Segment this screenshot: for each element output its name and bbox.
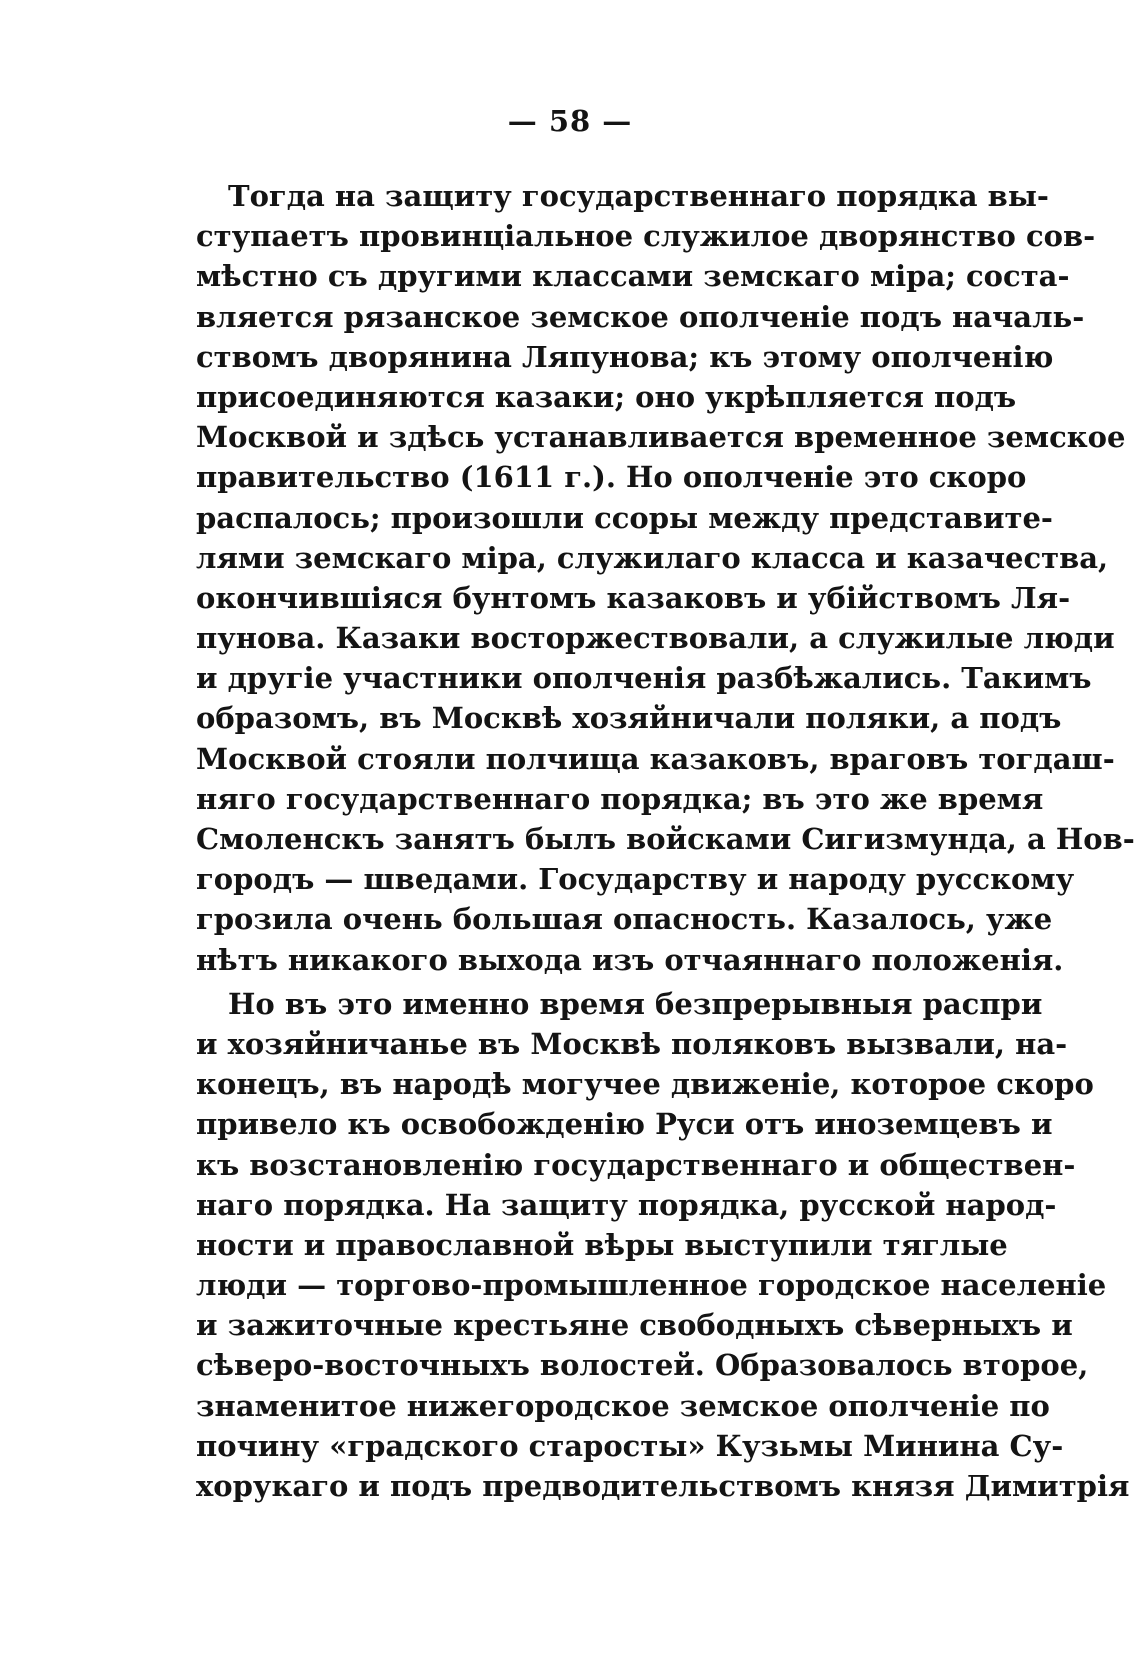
paragraph-1 — [196, 176, 1135, 980]
text-line: наго порядка. На защиту порядка, русской народ- — [196, 1187, 1057, 1222]
text-line: лями земскаго міра, служилаго класса и казачества, — [196, 540, 1109, 575]
text-line: Тогда на защиту государственнаго порядка вы- — [228, 179, 1049, 213]
text-line: къ возстановленію государственнаго и обществен- — [196, 1147, 1076, 1182]
text-line: и зажиточные крестьяне свободныхъ сѣверныхъ и — [196, 1308, 1073, 1343]
text-line: и другіе участники ополченія разбѣжались. Такимъ — [196, 661, 1092, 696]
text-line: Смоленскъ занятъ былъ войсками Сигизмунда, а Нов- — [196, 822, 1135, 856]
text-line: вляется рязанское земское ополченіе подъ началь- — [196, 299, 1085, 334]
text-line: пунова. Казаки восторжествовали, а служилые люди — [196, 621, 1115, 656]
text-line: грозила очень большая опасность. Казалось, уже — [196, 902, 1053, 937]
paragraph-2 — [196, 984, 1130, 1506]
text-line: знаменитое нижегородское земское ополченіе по — [196, 1388, 1050, 1423]
text-line: ности и православной вѣры выступили тяглые — [196, 1227, 1008, 1262]
text-line: Москвой стояли полчища казаковъ, враговъ тогдаш- — [196, 741, 1115, 776]
text-line: ступаетъ провинціальное служилое дворянство сов- — [196, 219, 1096, 254]
text-line: образомъ, въ Москвѣ хозяйничали поляки, а подъ — [196, 701, 1062, 736]
text-line: окончившіяся бунтомъ казаковъ и убійствомъ Ля- — [196, 580, 1071, 615]
text-line: нѣтъ никакого выхода изъ отчаяннаго положенія. — [196, 942, 1064, 977]
body-text — [196, 176, 1135, 1506]
text-line: люди — торгово-промышленное городское населеніе — [196, 1268, 1107, 1303]
page-number: — 58 — — [507, 104, 633, 138]
text-line: Москвой и здѣсь устанавливается временное земское — [196, 420, 1126, 455]
text-line: почину «градского старосты» Кузьмы Минина Су- — [196, 1428, 1064, 1463]
text-line: ствомъ дворянина Ляпунова; къ этому ополченію — [196, 339, 1054, 374]
text-line: конецъ, въ народѣ могучее движеніе, которое скоро — [196, 1067, 1094, 1102]
text-line: няго государственнаго порядка; въ это же время — [196, 781, 1044, 816]
text-line: Но въ это именно время безпрерывныя распри — [228, 986, 1043, 1021]
text-line: мѣстно съ другими классами земскаго міра; соста- — [196, 259, 1070, 294]
text-line: правительство (1611 г.). Но ополченіе это скоро — [196, 460, 1027, 495]
text-line: и хозяйничанье въ Москвѣ поляковъ вызвали, на- — [196, 1026, 1068, 1061]
text-line: привело къ освобожденію Руси отъ иноземцевъ и — [196, 1107, 1053, 1142]
text-line: присоединяются казаки; оно укрѣпляется подъ — [196, 379, 1017, 414]
text-line: сѣверо-восточныхъ волостей. Образовалось второе, — [196, 1348, 1089, 1383]
text-line: хорукаго и подъ предводительствомъ князя Димитрія — [196, 1469, 1130, 1503]
text-line: распалось; произошли ссоры между представите- — [196, 500, 1053, 535]
text-line: городъ — шведами. Государству и народу русскому — [196, 862, 1075, 897]
